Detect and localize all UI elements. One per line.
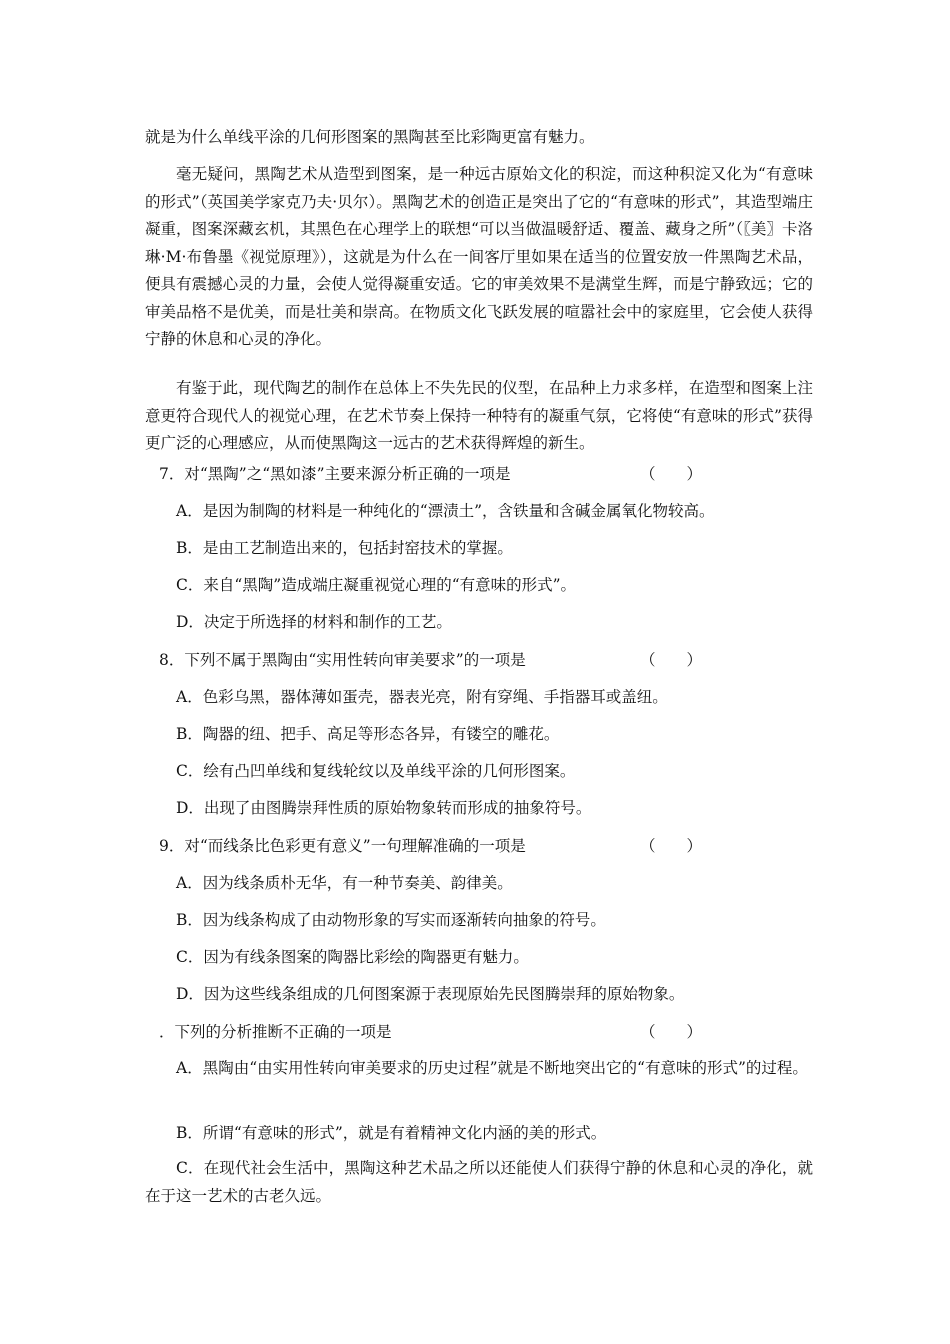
question-7-stem: 7．对“黑陶”之“黑如漆”主要来源分析正确的一项是	[159, 465, 511, 483]
question-7-option-b: B．是由工艺制造出来的，包括封窑技术的掌握。	[176, 539, 513, 557]
question-8-stem: 8．下列不属于黑陶由“实用性转向审美要求”的一项是	[159, 651, 526, 669]
passage-paragraph-1: 就是为什么单线平涂的几何形图案的黑陶甚至比彩陶更富有魅力。	[145, 128, 595, 146]
question-7-option-a: A．是因为制陶的材料是一种纯化的“漂渍土”，含铁量和含碱金属氧化物较高。	[176, 502, 715, 520]
question-7-option-d: D．决定于所选择的材料和制作的工艺。	[176, 613, 452, 631]
question-7-answer-blank: （ ）	[640, 465, 703, 483]
question-9-option-a: A．因为线条质朴无华，有一种节奏美、韵律美。	[176, 874, 513, 892]
question-9-option-d: D．因为这些线条组成的几何图案源于表现原始先民图腾崇拜的原始物象。	[176, 985, 685, 1003]
question-9-answer-blank: （ ）	[640, 837, 703, 855]
question-10-stem: ．下列的分析推断不正确的一项是	[159, 1023, 392, 1041]
question-8-option-a: A．色彩乌黑，器体薄如蛋壳，器表光亮，附有穿绳、手指器耳或盖纽。	[176, 688, 668, 706]
question-10-option-b: B．所谓“有意味的形式”，就是有着精神文化内涵的美的形式。	[176, 1124, 607, 1142]
passage-paragraph-3: 有鉴于此，现代陶艺的制作在总体上不失先民的仪型，在品种上力求多样，在造型和图案上注意更符合现代人的视觉心理，在艺术节奏上保持一种特有的凝重气氛，它将使“有意味的形式”获得更广泛的心理感应，从而使黑陶这一远古的艺术获得辉煌的新生。	[145, 379, 813, 452]
question-8-option-d: D．出现了由图腾崇拜性质的原始物象转而形成的抽象符号。	[176, 799, 592, 817]
question-8-option-b: B．陶器的纽、把手、高足等形态各异，有镂空的雕花。	[176, 725, 560, 743]
question-9-option-c: C．因为有线条图案的陶器比彩绘的陶器更有魅力。	[176, 948, 529, 966]
question-8-option-c: C．绘有凸凹单线和复线轮纹以及单线平涂的几何形图案。	[176, 762, 576, 780]
passage-paragraph-2: 毫无疑问，黑陶艺术从造型到图案，是一种远古原始文化的积淀，而这种积淀又化为“有意味的形式”（英国美学家克乃夫·贝尔）。黑陶艺术的创造正是突出了它的“有意味的形式”，其造型端庄凝重，图案深藏玄机，其黑色在心理学上的联想“可以当做温暖舒适、覆盖、藏身之所”（〖美〗卡洛琳·M·布鲁墨《视觉原理》），这就是为什么在一间客厅里如果在适当的位置安放一件黑陶艺术品，便具有震撼心灵的力量，会使人觉得凝重安适。它的审美效果不是满堂生辉，而是宁静致远；它的审美品格不是优美，而是壮美和崇高。在物质文化飞跃发展的喧嚣社会中的家庭里，它会使人获得宁静的休息和心灵的净化。	[145, 165, 813, 348]
question-9-stem: 9．对“而线条比色彩更有意义”一句理解准确的一项是	[159, 837, 526, 855]
question-10-answer-blank: （ ）	[640, 1023, 703, 1041]
question-10-option-c: C．在现代社会生活中，黑陶这种艺术品之所以还能使人们获得宁静的休息和心灵的净化，就在于这一艺术的古老久远。	[145, 1159, 813, 1205]
question-8-answer-blank: （ ）	[640, 651, 703, 669]
question-9-option-b: B．因为线条构成了由动物形象的写实而逐渐转向抽象的符号。	[176, 911, 606, 929]
question-10-option-a: A．黑陶由“由实用性转向审美要求的历史过程”就是不断地突出它的“有意味的形式”的过程。	[176, 1059, 808, 1077]
question-7-option-c: C．来自“黑陶”造成端庄凝重视觉心理的“有意味的形式”。	[176, 576, 577, 594]
